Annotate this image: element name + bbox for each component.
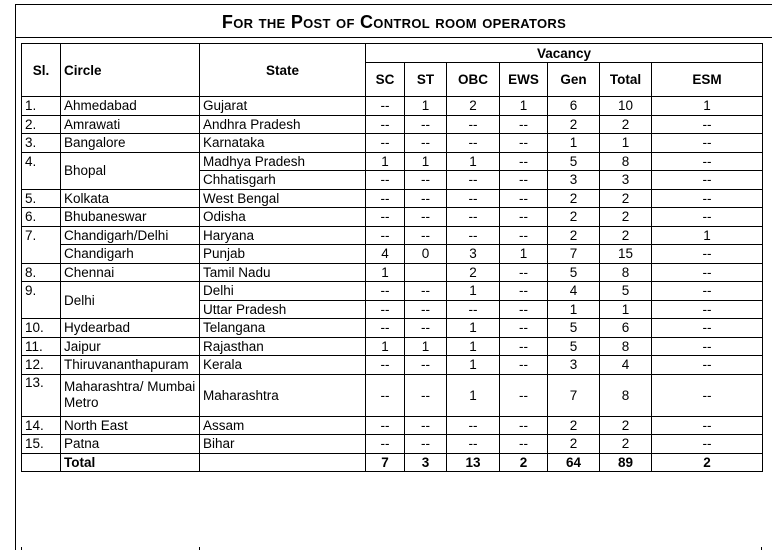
cell-esm: -- (652, 374, 763, 416)
cell-obc: 1 (447, 337, 500, 356)
cell-esm: -- (652, 152, 763, 171)
cell-sc: -- (366, 300, 405, 319)
header-vacancy: Vacancy (366, 44, 763, 63)
cell-esm: -- (652, 416, 763, 435)
cell-esm: -- (652, 208, 763, 227)
table-row (22, 152, 763, 171)
header-circle: Circle (61, 44, 200, 97)
header-state: State (200, 44, 366, 97)
cell-obc: -- (447, 171, 500, 190)
cell-ews: -- (500, 374, 548, 416)
cell-state: Maharashtra (200, 374, 366, 416)
cell-sc: -- (366, 97, 405, 116)
cell-ews: -- (500, 263, 548, 282)
cell-st: 0 (405, 245, 447, 264)
cell-gen: 7 (548, 374, 600, 416)
cell-state: Andhra Pradesh (200, 115, 366, 134)
cell-obc: -- (447, 300, 500, 319)
cell-obc: 1 (447, 374, 500, 416)
cell-state: Assam (200, 416, 366, 435)
cell-total: 6 (600, 319, 652, 338)
cell-ews: 1 (500, 245, 548, 264)
total-gen: 64 (548, 453, 600, 472)
cell-st: 1 (405, 337, 447, 356)
cell-sc: -- (366, 356, 405, 375)
cell-obc: -- (447, 226, 500, 245)
cell-state-empty (200, 453, 366, 472)
cell-sl: 13. (22, 374, 61, 416)
total-row (22, 453, 763, 472)
table-row (22, 435, 763, 454)
header-ews: EWS (500, 63, 548, 97)
cell-circle: Delhi (61, 282, 200, 319)
cell-state: Gujarat (200, 97, 366, 116)
cell-st: -- (405, 319, 447, 338)
cell-ews: -- (500, 416, 548, 435)
cell-obc: 1 (447, 319, 500, 338)
cell-obc: -- (447, 189, 500, 208)
table-row (22, 115, 763, 134)
cell-state: Karnataka (200, 134, 366, 153)
table-row (22, 337, 763, 356)
cell-ews: -- (500, 300, 548, 319)
cell-st: -- (405, 134, 447, 153)
cell-gen: 2 (548, 115, 600, 134)
cell-obc: -- (447, 435, 500, 454)
cell-obc: -- (447, 134, 500, 153)
cell-gen: 7 (548, 245, 600, 264)
cell-esm: -- (652, 263, 763, 282)
cell-gen: 2 (548, 226, 600, 245)
cell-st: -- (405, 189, 447, 208)
table-row (22, 134, 763, 153)
cell-sl: 5. (22, 189, 61, 208)
cell-st: -- (405, 115, 447, 134)
cell-esm: -- (652, 337, 763, 356)
cell-esm: -- (652, 356, 763, 375)
table-row (22, 245, 763, 264)
cell-circle: Amrawati (61, 115, 200, 134)
table-row (22, 263, 763, 282)
total-st: 3 (405, 453, 447, 472)
cell-state: Delhi (200, 282, 366, 301)
cell-st: 1 (405, 152, 447, 171)
cell-ews: -- (500, 115, 548, 134)
cell-total: 2 (600, 416, 652, 435)
cell-state: Tamil Nadu (200, 263, 366, 282)
cell-gen: 5 (548, 319, 600, 338)
cell-gen: 2 (548, 416, 600, 435)
cell-state: Odisha (200, 208, 366, 227)
cell-ews: -- (500, 208, 548, 227)
cell-obc: 1 (447, 356, 500, 375)
cell-circle: Maharashtra/ Mumbai Metro (61, 374, 200, 416)
cell-sc: -- (366, 189, 405, 208)
cell-gen: 2 (548, 189, 600, 208)
cell-state: Haryana (200, 226, 366, 245)
cell-circle: Patna (61, 435, 200, 454)
cell-circle: Chandigarh/Delhi (61, 226, 200, 245)
table-row (22, 226, 763, 245)
cell-state: West Bengal (200, 189, 366, 208)
cell-circle: Bangalore (61, 134, 200, 153)
cell-circle: Kolkata (61, 189, 200, 208)
cell-sl: 3. (22, 134, 61, 153)
cell-total: 4 (600, 356, 652, 375)
cell-sc: -- (366, 226, 405, 245)
cell-sl-empty (22, 453, 61, 472)
table-row (22, 319, 763, 338)
cell-circle: Chennai (61, 263, 200, 282)
left-border-line (15, 38, 16, 550)
cell-ews: -- (500, 356, 548, 375)
cell-st: -- (405, 208, 447, 227)
cell-circle: Thiruvananthapuram (61, 356, 200, 375)
cell-obc: 2 (447, 263, 500, 282)
cell-gen: 1 (548, 134, 600, 153)
cell-ews: -- (500, 134, 548, 153)
cell-total: 10 (600, 97, 652, 116)
total-ews: 2 (500, 453, 548, 472)
cell-obc: -- (447, 115, 500, 134)
cell-obc: -- (447, 416, 500, 435)
cell-esm: -- (652, 282, 763, 301)
cell-sl: 2. (22, 115, 61, 134)
cell-sc: -- (366, 115, 405, 134)
header-sl: Sl. (22, 44, 61, 97)
cell-ews: -- (500, 189, 548, 208)
total-obc: 13 (447, 453, 500, 472)
cell-obc: -- (447, 208, 500, 227)
cell-gen: 5 (548, 152, 600, 171)
cell-esm: -- (652, 319, 763, 338)
cell-total: 8 (600, 152, 652, 171)
cell-total: 1 (600, 134, 652, 153)
cell-esm: -- (652, 245, 763, 264)
cell-ews: -- (500, 171, 548, 190)
cell-gen: 6 (548, 97, 600, 116)
cell-total: 2 (600, 435, 652, 454)
cell-sl: 9. (22, 282, 61, 319)
table-row (22, 282, 763, 301)
header-sc: SC (366, 63, 405, 97)
cell-esm: -- (652, 435, 763, 454)
cell-circle: Bhubaneswar (61, 208, 200, 227)
table-row (22, 97, 763, 116)
cell-ews: -- (500, 337, 548, 356)
cell-sc: -- (366, 208, 405, 227)
cell-sc: -- (366, 319, 405, 338)
cell-total: 2 (600, 226, 652, 245)
cell-esm: -- (652, 189, 763, 208)
cell-sl: 8. (22, 263, 61, 282)
cell-total: 8 (600, 374, 652, 416)
cell-sc: -- (366, 171, 405, 190)
cell-esm: -- (652, 171, 763, 190)
cell-gen: 2 (548, 435, 600, 454)
cell-sc: -- (366, 416, 405, 435)
cell-st: -- (405, 416, 447, 435)
cell-sl: 12. (22, 356, 61, 375)
cell-state: Madhya Pradesh (200, 152, 366, 171)
cell-sc: -- (366, 282, 405, 301)
header-obc: OBC (447, 63, 500, 97)
cell-state: Kerala (200, 356, 366, 375)
cell-st: -- (405, 435, 447, 454)
page-title: For the Post of Control room operators (15, 4, 772, 38)
cell-obc: 1 (447, 282, 500, 301)
cell-total: 3 (600, 171, 652, 190)
cell-total: 8 (600, 263, 652, 282)
cell-state: Telangana (200, 319, 366, 338)
cell-ews: -- (500, 282, 548, 301)
cell-sl: 4. (22, 152, 61, 189)
cell-esm: -- (652, 134, 763, 153)
cell-circle: Chandigarh (61, 245, 200, 264)
cell-st: -- (405, 374, 447, 416)
cell-sl: 6. (22, 208, 61, 227)
total-label: Total (61, 453, 200, 472)
cell-total: 2 (600, 208, 652, 227)
total-total: 89 (600, 453, 652, 472)
cell-circle: Bhopal (61, 152, 200, 189)
cell-state: Bihar (200, 435, 366, 454)
cell-sc: -- (366, 435, 405, 454)
cell-esm: -- (652, 300, 763, 319)
cell-st: -- (405, 282, 447, 301)
cell-sc: 1 (366, 337, 405, 356)
cell-circle: Hydearbad (61, 319, 200, 338)
header-gen: Gen (548, 63, 600, 97)
cell-sl: 10. (22, 319, 61, 338)
table-row (22, 416, 763, 435)
cell-circle: Jaipur (61, 337, 200, 356)
cell-circle: North East (61, 416, 200, 435)
cell-state: Punjab (200, 245, 366, 264)
header-esm: ESM (652, 63, 763, 97)
cell-sc: 1 (366, 152, 405, 171)
cell-st: -- (405, 171, 447, 190)
cell-obc: 3 (447, 245, 500, 264)
cell-gen: 3 (548, 171, 600, 190)
cell-sl: 11. (22, 337, 61, 356)
cell-gen: 4 (548, 282, 600, 301)
vacancy-table (21, 43, 763, 472)
cell-ews: -- (500, 435, 548, 454)
cell-gen: 2 (548, 208, 600, 227)
header-st: ST (405, 63, 447, 97)
cell-obc: 2 (447, 97, 500, 116)
cell-ews: -- (500, 319, 548, 338)
cell-sl: 1. (22, 97, 61, 116)
cell-esm: -- (652, 115, 763, 134)
cell-sl: 15. (22, 435, 61, 454)
cell-total: 1 (600, 300, 652, 319)
cell-sl: 7. (22, 226, 61, 263)
cell-st: -- (405, 226, 447, 245)
cell-gen: 1 (548, 300, 600, 319)
header-total: Total (600, 63, 652, 97)
cell-state: Uttar Pradesh (200, 300, 366, 319)
cell-st: 1 (405, 97, 447, 116)
cell-sc: -- (366, 374, 405, 416)
cell-gen: 5 (548, 263, 600, 282)
cell-obc: 1 (447, 152, 500, 171)
table-row (22, 356, 763, 375)
cell-sc: 4 (366, 245, 405, 264)
cell-total: 2 (600, 115, 652, 134)
total-esm: 2 (652, 453, 763, 472)
cell-st: -- (405, 300, 447, 319)
total-sc: 7 (366, 453, 405, 472)
cell-ews: -- (500, 152, 548, 171)
cell-st (405, 263, 447, 282)
cell-total: 2 (600, 189, 652, 208)
cell-sc: 1 (366, 263, 405, 282)
cell-sc: -- (366, 134, 405, 153)
cell-total: 15 (600, 245, 652, 264)
cell-ews: -- (500, 226, 548, 245)
cell-esm: 1 (652, 97, 763, 116)
table-row (22, 374, 763, 416)
cell-esm: 1 (652, 226, 763, 245)
cell-gen: 3 (548, 356, 600, 375)
cell-st: -- (405, 356, 447, 375)
cell-total: 5 (600, 282, 652, 301)
table-row (22, 189, 763, 208)
cell-state: Rajasthan (200, 337, 366, 356)
cell-circle: Ahmedabad (61, 97, 200, 116)
cell-gen: 5 (548, 337, 600, 356)
cell-ews: 1 (500, 97, 548, 116)
cell-total: 8 (600, 337, 652, 356)
cell-state: Chhatisgarh (200, 171, 366, 190)
cell-sl: 14. (22, 416, 61, 435)
table-row (22, 208, 763, 227)
